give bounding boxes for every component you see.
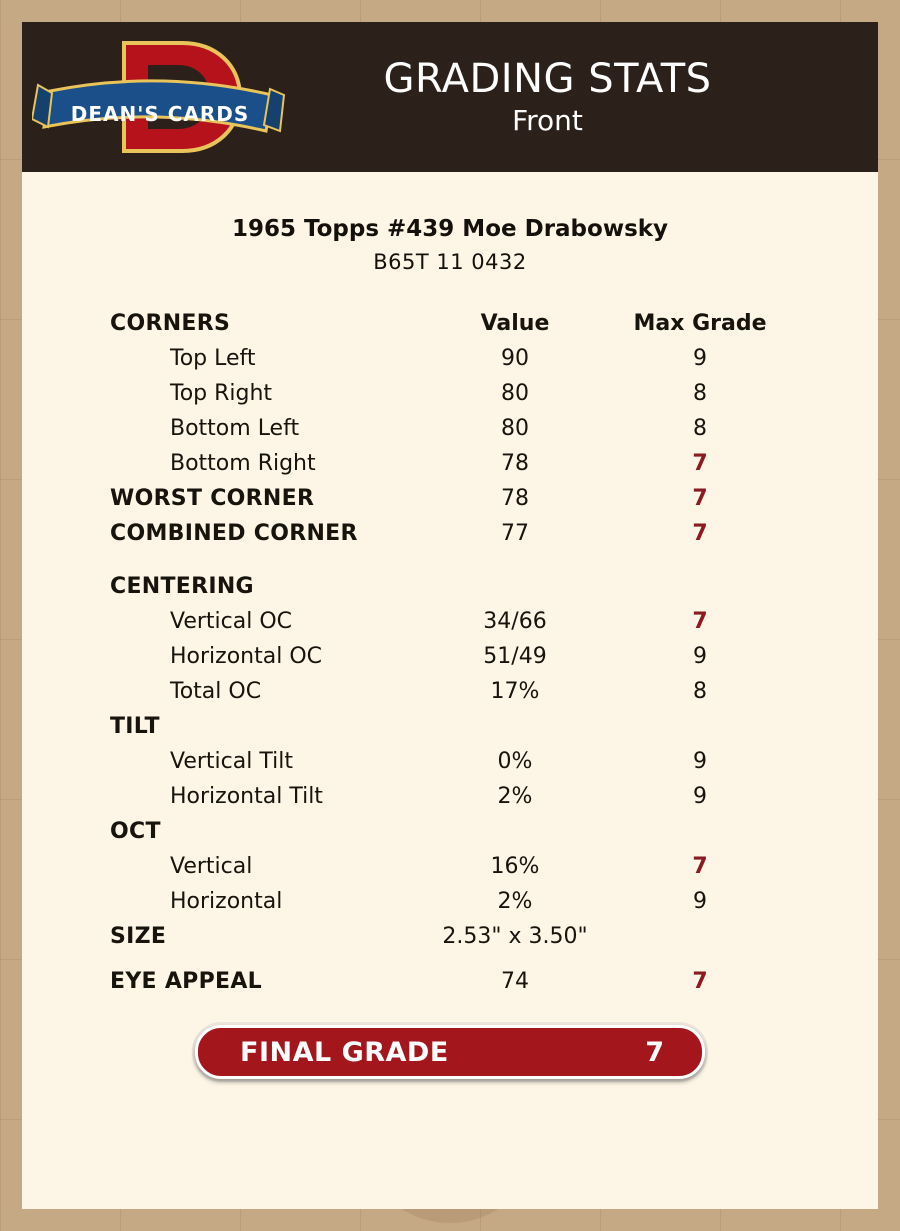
column-header-max-grade: Max Grade bbox=[633, 311, 767, 336]
row-value: 34/66 bbox=[483, 609, 547, 634]
row-value: 78 bbox=[501, 486, 529, 511]
table-row bbox=[110, 849, 790, 884]
row-label: Vertical bbox=[170, 854, 253, 879]
row-grade: 9 bbox=[693, 346, 707, 371]
page-subtitle: Front bbox=[512, 103, 583, 137]
row-value: 0% bbox=[497, 749, 533, 774]
section-heading: OCT bbox=[110, 819, 161, 844]
table-row bbox=[110, 674, 790, 709]
row-grade: 9 bbox=[693, 784, 707, 809]
row-grade: 7 bbox=[692, 451, 708, 476]
eye-appeal-value: 74 bbox=[501, 969, 529, 994]
stats-body bbox=[110, 306, 790, 999]
row-value: 2% bbox=[497, 889, 533, 914]
size-label: SIZE bbox=[110, 924, 167, 949]
table-row bbox=[110, 884, 790, 919]
row-grade: 8 bbox=[693, 381, 707, 406]
table-row bbox=[110, 744, 790, 779]
report-body bbox=[22, 172, 878, 1209]
row-label: Total OC bbox=[170, 679, 262, 704]
row-label: Horizontal OC bbox=[170, 644, 323, 669]
row-value: 51/49 bbox=[483, 644, 547, 669]
deans-cards-logo-icon bbox=[32, 29, 287, 165]
section-heading: CORNERS bbox=[110, 311, 231, 336]
row-value: 80 bbox=[501, 416, 529, 441]
row-label: COMBINED CORNER bbox=[110, 521, 358, 546]
row-value: 90 bbox=[501, 346, 529, 371]
final-grade-bar bbox=[195, 1025, 705, 1079]
row-value: 80 bbox=[501, 381, 529, 406]
row-spacer bbox=[110, 954, 790, 964]
table-row bbox=[110, 376, 790, 411]
column-header-value: Value bbox=[480, 311, 550, 336]
row-value: 77 bbox=[501, 521, 529, 546]
page-title: GRADING STATS bbox=[383, 55, 712, 102]
row-value: 16% bbox=[490, 854, 540, 879]
table-row bbox=[110, 604, 790, 639]
card-title: 1965 Topps #439 Moe Drabowsky bbox=[231, 216, 669, 242]
row-grade: 8 bbox=[693, 416, 707, 441]
row-label: Horizontal bbox=[170, 889, 283, 914]
size-row bbox=[110, 919, 790, 954]
section-heading: CENTERING bbox=[110, 574, 254, 599]
row-label: Vertical Tilt bbox=[170, 749, 293, 774]
final-grade-value: 7 bbox=[645, 1036, 664, 1068]
row-label: Bottom Right bbox=[170, 451, 316, 476]
row-grade: 7 bbox=[692, 486, 708, 511]
table-row bbox=[110, 516, 790, 551]
final-grade-section bbox=[195, 1025, 705, 1079]
grading-report bbox=[22, 22, 878, 1209]
section-header-row bbox=[110, 709, 790, 744]
svg-text:DEAN'S CARDS: DEAN'S CARDS bbox=[70, 102, 250, 126]
row-grade: 7 bbox=[692, 609, 708, 634]
eye-appeal-grade: 7 bbox=[692, 969, 708, 994]
table-row bbox=[110, 779, 790, 814]
row-value: 17% bbox=[490, 679, 540, 704]
eye-appeal-row bbox=[110, 964, 790, 999]
table-row bbox=[110, 411, 790, 446]
card-id: B65T 11 0432 bbox=[373, 250, 527, 274]
section-header-row bbox=[110, 569, 790, 604]
row-label: Top Left bbox=[170, 346, 256, 371]
section-header-row bbox=[110, 814, 790, 849]
row-grade: 9 bbox=[693, 749, 707, 774]
table-row bbox=[110, 639, 790, 674]
final-grade-label: FINAL GRADE bbox=[240, 1036, 449, 1068]
table-row bbox=[110, 481, 790, 516]
row-grade: 7 bbox=[692, 521, 708, 546]
row-spacer bbox=[110, 551, 790, 569]
row-grade: 7 bbox=[692, 854, 708, 879]
table-row bbox=[110, 341, 790, 376]
row-value: 2% bbox=[497, 784, 533, 809]
table-row bbox=[110, 446, 790, 481]
row-label: Horizontal Tilt bbox=[170, 784, 323, 809]
row-label: Bottom Left bbox=[170, 416, 300, 441]
row-value: 78 bbox=[501, 451, 529, 476]
table-header-row bbox=[110, 306, 790, 341]
row-grade: 9 bbox=[693, 889, 707, 914]
row-grade: 9 bbox=[693, 644, 707, 669]
row-label: Vertical OC bbox=[170, 609, 293, 634]
row-grade: 8 bbox=[693, 679, 707, 704]
report-header bbox=[22, 22, 878, 172]
grading-stats-table bbox=[110, 306, 790, 999]
size-value: 2.53" x 3.50" bbox=[442, 924, 588, 949]
row-label: Top Right bbox=[170, 381, 273, 406]
section-heading: TILT bbox=[110, 714, 160, 739]
eye-appeal-label: EYE APPEAL bbox=[110, 969, 262, 994]
row-label: WORST CORNER bbox=[110, 486, 315, 511]
